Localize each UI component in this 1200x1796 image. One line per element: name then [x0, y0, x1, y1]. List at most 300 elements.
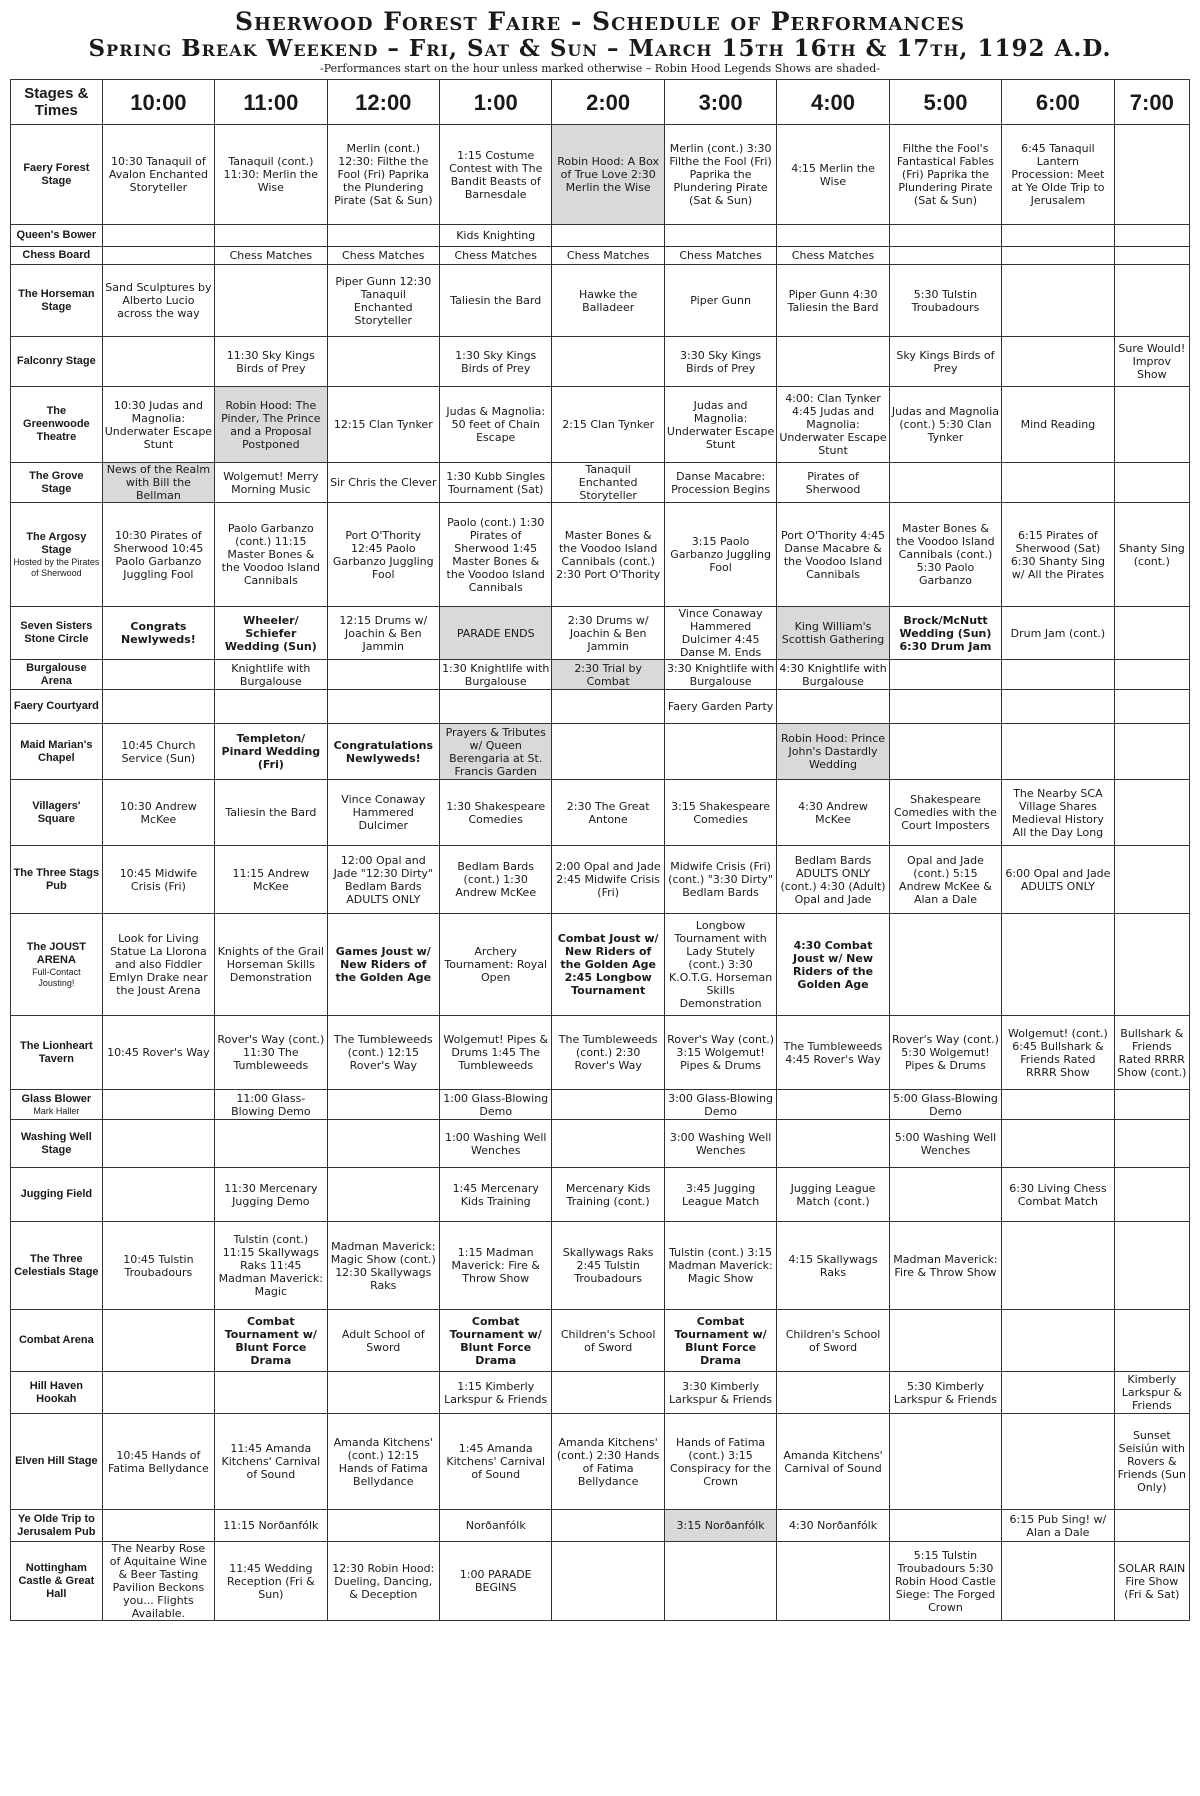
performance-cell — [777, 225, 889, 247]
stage-label: Jugging Field — [20, 1188, 93, 1200]
performance-cell: 5:30 Tulstin Troubadours — [889, 265, 1001, 337]
performance-cell: Merlin (cont.) 3:30 Filthe the Fool (Fri) Paprika the Plundering Pirate (Sat & Sun) — [664, 125, 776, 225]
performance-cell — [777, 1542, 889, 1621]
performance-cell: Children's School of Sword — [777, 1310, 889, 1372]
performance-cell — [327, 690, 439, 724]
schedule-row — [11, 125, 1190, 225]
performance-cell: 1:45 Mercenary Kids Training — [440, 1168, 552, 1222]
performance-cell — [1114, 265, 1189, 337]
performance-cell — [1114, 387, 1189, 463]
performance-cell — [102, 1510, 214, 1542]
performance-cell — [777, 1372, 889, 1414]
performance-cell — [1114, 724, 1189, 780]
schedule-note: -Performances start on the hour unless marked otherwise – Robin Hood Legends Shows are shaded- — [320, 62, 880, 75]
schedule-row — [11, 1168, 1190, 1222]
performance-cell: The Nearby Rose of Aquitaine Wine & Beer Tasting Pavilion Beckons you... Flights Available. — [102, 1542, 214, 1621]
performance-cell: Opal and Jade (cont.) 5:15 Andrew McKee & Alan a Dale — [889, 846, 1001, 914]
performance-cell: Chess Matches — [664, 247, 776, 265]
performance-cell: 5:30 Kimberly Larkspur & Friends — [889, 1372, 1001, 1414]
performance-cell: 3:15 Paolo Garbanzo Juggling Fool — [664, 503, 776, 607]
performance-cell: Games Joust w/ New Riders of the Golden Age — [327, 914, 439, 1016]
performance-cell: Midwife Crisis (Fri) (cont.) "3:30 Dirty" Bedlam Bards — [664, 846, 776, 914]
stage-label: The JOUST ARENA — [26, 940, 86, 966]
stage-name — [11, 914, 103, 1016]
performance-cell: Knights of the Grail Horseman Skills Demonstration — [215, 914, 327, 1016]
performance-cell — [777, 690, 889, 724]
schedule-row — [11, 1372, 1190, 1414]
stage-name — [11, 1414, 103, 1510]
stage-name — [11, 337, 103, 387]
stage-label: The Argosy Stage — [26, 530, 87, 556]
performance-cell — [215, 225, 327, 247]
performance-cell — [1114, 247, 1189, 265]
performance-cell — [102, 1372, 214, 1414]
stage-name — [11, 690, 103, 724]
performance-cell: 10:45 Tulstin Troubadours — [102, 1222, 214, 1310]
stage-name — [11, 503, 103, 607]
performance-cell: Bullshark & Friends Rated RRRR Show (cont.) — [1114, 1016, 1189, 1090]
performance-cell — [664, 1542, 776, 1621]
performance-cell — [327, 1168, 439, 1222]
performance-cell: Drum Jam (cont.) — [1002, 607, 1114, 660]
stage-label: Glass Blower — [21, 1092, 92, 1105]
performance-cell: Madman Maverick: Magic Show (cont.) 12:30 Skallywags Raks — [327, 1222, 439, 1310]
performance-cell — [552, 1542, 664, 1621]
performance-cell: Amanda Kitchens' (cont.) 2:30 Hands of Fatima Bellydance — [552, 1414, 664, 1510]
performance-cell: 12:00 Opal and Jade "12:30 Dirty" Bedlam Bards ADULTS ONLY — [327, 846, 439, 914]
performance-cell — [552, 724, 664, 780]
performance-cell: 4:30 Norðanfólk — [777, 1510, 889, 1542]
performance-cell: 3:30 Kimberly Larkspur & Friends — [664, 1372, 776, 1414]
stage-name — [11, 247, 103, 265]
time-header: 1:00 — [440, 80, 552, 125]
performance-cell: Kimberly Larkspur & Friends — [1114, 1372, 1189, 1414]
performance-cell: Archery Tournament: Royal Open — [440, 914, 552, 1016]
performance-cell: 12:30 Robin Hood: Dueling, Dancing, & Deception — [327, 1542, 439, 1621]
performance-cell — [889, 463, 1001, 503]
time-header: 7:00 — [1114, 80, 1189, 125]
performance-cell: Madman Maverick: Fire & Throw Show — [889, 1222, 1001, 1310]
performance-cell: 1:30 Kubb Singles Tournament (Sat) — [440, 463, 552, 503]
performance-cell: Children's School of Sword — [552, 1310, 664, 1372]
performance-cell: Sand Sculptures by Alberto Lucio across the way — [102, 265, 214, 337]
performance-cell: Wolgemut! Pipes & Drums 1:45 The Tumbleweeds — [440, 1016, 552, 1090]
performance-cell: 5:15 Tulstin Troubadours 5:30 Robin Hood Castle Siege: The Forged Crown — [889, 1542, 1001, 1621]
performance-cell: 12:15 Clan Tynker — [327, 387, 439, 463]
performance-cell: 10:45 Rover's Way — [102, 1016, 214, 1090]
performance-cell: 4:15 Merlin the Wise — [777, 125, 889, 225]
performance-cell: Chess Matches — [440, 247, 552, 265]
performance-cell — [327, 225, 439, 247]
performance-cell — [552, 690, 664, 724]
performance-cell: Prayers & Tributes w/ Queen Berengaria at St. Francis Garden — [440, 724, 552, 780]
performance-cell: Vince Conaway Hammered Dulcimer — [327, 780, 439, 846]
performance-cell — [1002, 247, 1114, 265]
performance-cell — [1114, 225, 1189, 247]
stage-note: Hosted by the Pirates of Sherwood — [13, 556, 100, 578]
performance-cell: Adult School of Sword — [327, 1310, 439, 1372]
stage-name — [11, 265, 103, 337]
corner-label: Stages & Times — [11, 80, 103, 125]
stage-name — [11, 607, 103, 660]
performance-cell: Sure Would! Improv Show — [1114, 337, 1189, 387]
performance-cell: 10:30 Judas and Magnolia: Underwater Escape Stunt — [102, 387, 214, 463]
performance-cell: Jugging League Match (cont.) — [777, 1168, 889, 1222]
stage-label: Villagers' Square — [32, 799, 81, 825]
performance-cell: 6:15 Pirates of Sherwood (Sat) 6:30 Shanty Sing w/ All the Pirates — [1002, 503, 1114, 607]
performance-cell: Robin Hood: The Pinder, The Prince and a Proposal Postponed — [215, 387, 327, 463]
performance-cell — [777, 337, 889, 387]
performance-cell: The Tumbleweeds (cont.) 12:15 Rover's Way — [327, 1016, 439, 1090]
performance-cell — [889, 660, 1001, 690]
performance-cell — [1002, 225, 1114, 247]
performance-cell: Chess Matches — [327, 247, 439, 265]
performance-cell: Pirates of Sherwood — [777, 463, 889, 503]
performance-cell: 10:30 Pirates of Sherwood 10:45 Paolo Garbanzo Juggling Fool — [102, 503, 214, 607]
performance-cell — [1114, 846, 1189, 914]
performance-cell: 1:45 Amanda Kitchens' Carnival of Sound — [440, 1414, 552, 1510]
performance-cell: 5:00 Washing Well Wenches — [889, 1120, 1001, 1168]
stage-label: Chess Board — [22, 249, 91, 261]
performance-cell: 1:15 Madman Maverick: Fire & Throw Show — [440, 1222, 552, 1310]
performance-cell: 3:15 Shakespeare Comedies — [664, 780, 776, 846]
schedule-row — [11, 225, 1190, 247]
performance-cell: Tulstin (cont.) 3:15 Madman Maverick: Magic Show — [664, 1222, 776, 1310]
performance-cell: 11:30 Mercenary Jugging Demo — [215, 1168, 327, 1222]
page-subtitle: Spring Break Weekend – Fri, Sat & Sun – March 15th 16th & 17th, 1192 A.D. — [88, 35, 1112, 62]
performance-cell — [327, 660, 439, 690]
performance-cell: 3:30 Knightlife with Burgalouse — [664, 660, 776, 690]
schedule-row — [11, 463, 1190, 503]
performance-cell: Brock/McNutt Wedding (Sun) 6:30 Drum Jam — [889, 607, 1001, 660]
performance-cell: Merlin (cont.) 12:30: Filthe the Fool (Fri) Paprika the Plundering Pirate (Sat & Sun) — [327, 125, 439, 225]
schedule-row — [11, 607, 1190, 660]
performance-cell: Sunset Seisiún with Rovers & Friends (Sun Only) — [1114, 1414, 1189, 1510]
performance-cell — [1114, 607, 1189, 660]
stage-label: Faery Courtyard — [13, 700, 99, 712]
performance-cell — [215, 690, 327, 724]
schedule-body — [11, 125, 1190, 1621]
performance-cell — [889, 1168, 1001, 1222]
performance-cell: 11:45 Wedding Reception (Fri & Sun) — [215, 1542, 327, 1621]
stage-label: Burgalouse Arena — [26, 661, 87, 687]
performance-cell — [215, 265, 327, 337]
performance-cell: Sky Kings Birds of Prey — [889, 337, 1001, 387]
stage-name — [11, 125, 103, 225]
performance-cell — [215, 1120, 327, 1168]
performance-cell: Port O'Thority 4:45 Danse Macabre & the Voodoo Island Cannibals — [777, 503, 889, 607]
performance-cell: Chess Matches — [552, 247, 664, 265]
performance-cell: 6:45 Tanaquil Lantern Procession: Meet at Ye Olde Trip to Jerusalem — [1002, 125, 1114, 225]
performance-cell: News of the Realm with Bill the Bellman — [102, 463, 214, 503]
performance-cell: 6:15 Pub Sing! w/ Alan a Dale — [1002, 1510, 1114, 1542]
performance-cell: 10:45 Hands of Fatima Bellydance — [102, 1414, 214, 1510]
performance-cell: Combat Tournament w/ Blunt Force Drama — [664, 1310, 776, 1372]
time-header: 6:00 — [1002, 80, 1114, 125]
performance-cell — [552, 1372, 664, 1414]
performance-cell: 1:30 Knightlife with Burgalouse — [440, 660, 552, 690]
stage-label: The Greenwoode Theatre — [23, 405, 90, 443]
performance-cell: 10:45 Church Service (Sun) — [102, 724, 214, 780]
performance-cell: Chess Matches — [215, 247, 327, 265]
performance-cell: Master Bones & the Voodoo Island Cannibals (cont.) 2:30 Port O'Thority — [552, 503, 664, 607]
stage-name — [11, 846, 103, 914]
performance-cell — [1002, 1222, 1114, 1310]
performance-cell — [102, 337, 214, 387]
stage-label: Ye Olde Trip to Jerusalem Pub — [17, 1512, 96, 1538]
stage-label: The Three Celestials Stage — [14, 1252, 99, 1278]
performance-cell: 11:15 Andrew McKee — [215, 846, 327, 914]
performance-cell: 10:30 Andrew McKee — [102, 780, 214, 846]
performance-cell: Tanaquil (cont.) 11:30: Merlin the Wise — [215, 125, 327, 225]
performance-cell: Wheeler/ Schiefer Wedding (Sun) — [215, 607, 327, 660]
performance-cell: 1:00 Glass-Blowing Demo — [440, 1090, 552, 1120]
time-header: 10:00 — [102, 80, 214, 125]
performance-cell — [1002, 724, 1114, 780]
performance-cell — [327, 1090, 439, 1120]
performance-cell — [1002, 1310, 1114, 1372]
performance-cell: 1:00 Washing Well Wenches — [440, 1120, 552, 1168]
performance-cell: 3:00 Washing Well Wenches — [664, 1120, 776, 1168]
schedule-row — [11, 1510, 1190, 1542]
performance-cell — [1002, 265, 1114, 337]
performance-cell — [327, 1120, 439, 1168]
performance-cell: Sir Chris the Clever — [327, 463, 439, 503]
performance-cell — [777, 1120, 889, 1168]
schedule-row — [11, 247, 1190, 265]
performance-cell: Hands of Fatima (cont.) 3:15 Conspiracy for the Crown — [664, 1414, 776, 1510]
performance-cell — [1002, 1542, 1114, 1621]
performance-cell: 4:30 Andrew McKee — [777, 780, 889, 846]
performance-cell: The Nearby SCA Village Shares Medieval History All the Day Long — [1002, 780, 1114, 846]
schedule-row — [11, 265, 1190, 337]
performance-cell: 11:00 Glass-Blowing Demo — [215, 1090, 327, 1120]
performance-cell: Rover's Way (cont.) 3:15 Wolgemut! Pipes & Drums — [664, 1016, 776, 1090]
performance-cell: King William's Scottish Gathering — [777, 607, 889, 660]
stage-note: Mark Haller — [33, 1105, 80, 1116]
performance-cell: Bedlam Bards (cont.) 1:30 Andrew McKee — [440, 846, 552, 914]
performance-cell: Wolgemut! (cont.) 6:45 Bullshark & Friends Rated RRRR Show — [1002, 1016, 1114, 1090]
performance-cell — [102, 225, 214, 247]
performance-cell — [889, 724, 1001, 780]
performance-cell: 11:45 Amanda Kitchens' Carnival of Sound — [215, 1414, 327, 1510]
performance-cell — [1002, 463, 1114, 503]
stage-label: Seven Sisters Stone Circle — [20, 620, 93, 645]
stage-name — [11, 1168, 103, 1222]
performance-cell: 4:30 Combat Joust w/ New Riders of the Golden Age — [777, 914, 889, 1016]
performance-cell — [889, 690, 1001, 724]
performance-cell — [102, 690, 214, 724]
performance-cell: Mind Reading — [1002, 387, 1114, 463]
performance-cell: 1:30 Shakespeare Comedies — [440, 780, 552, 846]
schedule-row — [11, 1120, 1190, 1168]
performance-cell — [1002, 1372, 1114, 1414]
stage-name — [11, 463, 103, 503]
performance-cell — [1002, 690, 1114, 724]
performance-cell: Combat Tournament w/ Blunt Force Drama — [215, 1310, 327, 1372]
stage-name — [11, 1310, 103, 1372]
stage-name — [11, 1120, 103, 1168]
stage-label: Nottingham Castle & Great Hall — [18, 1561, 95, 1600]
performance-cell — [1114, 914, 1189, 1016]
performance-cell — [1114, 1222, 1189, 1310]
performance-cell: 10:30 Tanaquil of Avalon Enchanted Storyteller — [102, 125, 214, 225]
performance-cell: Rover's Way (cont.) 5:30 Wolgemut! Pipes & Drums — [889, 1016, 1001, 1090]
stage-label: The Grove Stage — [29, 469, 84, 495]
performance-cell: Wolgemut! Merry Morning Music — [215, 463, 327, 503]
performance-cell: Rover's Way (cont.) 11:30 The Tumbleweeds — [215, 1016, 327, 1090]
performance-cell: 2:15 Clan Tynker — [552, 387, 664, 463]
stage-label: Elven Hill Stage — [15, 1455, 98, 1467]
performance-cell: Shanty Sing (cont.) — [1114, 503, 1189, 607]
performance-cell — [889, 914, 1001, 1016]
performance-cell — [1114, 463, 1189, 503]
performance-cell — [552, 1090, 664, 1120]
performance-cell: Norðanfólk — [440, 1510, 552, 1542]
stage-name — [11, 780, 103, 846]
performance-cell: Congrats Newlyweds! — [102, 607, 214, 660]
performance-cell: Judas & Magnolia: 50 feet of Chain Escape — [440, 387, 552, 463]
performance-cell: Vince Conaway Hammered Dulcimer 4:45 Danse M. Ends — [664, 607, 776, 660]
stage-label: The Three Stags Pub — [13, 866, 100, 892]
performance-cell: 3:45 Jugging League Match — [664, 1168, 776, 1222]
stage-name — [11, 1090, 103, 1120]
performance-cell: 4:15 Skallywags Raks — [777, 1222, 889, 1310]
schedule-table — [10, 79, 1190, 1621]
stage-name — [11, 225, 103, 247]
schedule-row — [11, 1016, 1190, 1090]
stage-label: The Horseman Stage — [18, 287, 95, 313]
performance-cell: 3:00 Glass-Blowing Demo — [664, 1090, 776, 1120]
performance-cell — [1114, 1510, 1189, 1542]
performance-cell — [102, 1090, 214, 1120]
performance-cell — [889, 1414, 1001, 1510]
performance-cell: 11:15 Norðanfólk — [215, 1510, 327, 1542]
schedule-row — [11, 337, 1190, 387]
performance-cell: 4:00: Clan Tynker 4:45 Judas and Magnolia: Underwater Escape Stunt — [777, 387, 889, 463]
performance-cell — [102, 1168, 214, 1222]
schedule-row — [11, 690, 1190, 724]
performance-cell — [1114, 1090, 1189, 1120]
performance-cell: Amanda Kitchens' Carnival of Sound — [777, 1414, 889, 1510]
schedule-row — [11, 1310, 1190, 1372]
performance-cell — [1002, 1414, 1114, 1510]
performance-cell: 1:15 Costume Contest with The Bandit Beasts of Barnesdale — [440, 125, 552, 225]
schedule-row — [11, 914, 1190, 1016]
performance-cell — [1114, 125, 1189, 225]
performance-cell — [215, 1372, 327, 1414]
performance-cell: Robin Hood: A Box of True Love 2:30 Merlin the Wise — [552, 125, 664, 225]
performance-cell: Paolo Garbanzo (cont.) 11:15 Master Bones & the Voodoo Island Cannibals — [215, 503, 327, 607]
performance-cell: Master Bones & the Voodoo Island Cannibals (cont.) 5:30 Paolo Garbanzo — [889, 503, 1001, 607]
performance-cell: 1:15 Kimberly Larkspur & Friends — [440, 1372, 552, 1414]
performance-cell — [552, 1510, 664, 1542]
schedule-row — [11, 1222, 1190, 1310]
stage-label: Falconry Stage — [16, 355, 96, 367]
performance-cell: Knightlife with Burgalouse — [215, 660, 327, 690]
performance-cell: 2:30 Trial by Combat — [552, 660, 664, 690]
stage-name — [11, 1510, 103, 1542]
stage-label: Combat Arena — [18, 1334, 94, 1346]
performance-cell: Amanda Kitchens' (cont.) 12:15 Hands of Fatima Bellydance — [327, 1414, 439, 1510]
performance-cell: Piper Gunn — [664, 265, 776, 337]
performance-cell — [552, 337, 664, 387]
performance-cell: Shakespeare Comedies with the Court Imposters — [889, 780, 1001, 846]
schedule-row — [11, 1414, 1190, 1510]
schedule-row — [11, 660, 1190, 690]
time-header: 3:00 — [664, 80, 776, 125]
stage-label: Maid Marian's Chapel — [20, 738, 93, 764]
stage-label: Washing Well Stage — [20, 1130, 92, 1156]
performance-cell: Filthe the Fool's Fantastical Fables (Fri) Paprika the Plundering Pirate (Sat & Sun) — [889, 125, 1001, 225]
schedule-row — [11, 387, 1190, 463]
performance-cell: 1:00 PARADE BEGINS — [440, 1542, 552, 1621]
performance-cell: Judas and Magnolia: Underwater Escape Stunt — [664, 387, 776, 463]
performance-cell — [889, 1510, 1001, 1542]
performance-cell: Taliesin the Bard — [440, 265, 552, 337]
performance-cell — [1002, 337, 1114, 387]
performance-cell: 6:30 Living Chess Combat Match — [1002, 1168, 1114, 1222]
stage-name — [11, 1372, 103, 1414]
performance-cell: 11:30 Sky Kings Birds of Prey — [215, 337, 327, 387]
performance-cell: 2:00 Opal and Jade 2:45 Midwife Crisis (Fri) — [552, 846, 664, 914]
performance-cell: Bedlam Bards ADULTS ONLY (cont.) 4:30 (Adult) Opal and Jade — [777, 846, 889, 914]
stage-label: Hill Haven Hookah — [29, 1379, 83, 1405]
performance-cell: Tulstin (cont.) 11:15 Skallywags Raks 11:45 Madman Maverick: Magic — [215, 1222, 327, 1310]
performance-cell: Combat Tournament w/ Blunt Force Drama — [440, 1310, 552, 1372]
time-header: 12:00 — [327, 80, 439, 125]
stage-label: Faery Forest Stage — [23, 161, 90, 187]
stage-name — [11, 387, 103, 463]
stage-label: The Lionheart Tavern — [19, 1039, 93, 1065]
time-header-row — [11, 80, 1190, 125]
performance-cell: 3:30 Sky Kings Birds of Prey — [664, 337, 776, 387]
performance-cell: Combat Joust w/ New Riders of the Golden Age 2:45 Longbow Tournament — [552, 914, 664, 1016]
stage-label: Queen's Bower — [16, 229, 97, 241]
performance-cell — [1002, 1120, 1114, 1168]
time-header: 11:00 — [215, 80, 327, 125]
performance-cell — [552, 225, 664, 247]
performance-cell: The Tumbleweeds 4:45 Rover's Way — [777, 1016, 889, 1090]
performance-cell — [102, 1310, 214, 1372]
performance-cell: Taliesin the Bard — [215, 780, 327, 846]
schedule-row — [11, 780, 1190, 846]
performance-cell: 12:15 Drums w/ Joachin & Ben Jammin — [327, 607, 439, 660]
performance-cell: 3:15 Norðanfólk — [664, 1510, 776, 1542]
performance-cell — [664, 225, 776, 247]
time-header: 2:00 — [552, 80, 664, 125]
performance-cell: 5:00 Glass-Blowing Demo — [889, 1090, 1001, 1120]
stage-name — [11, 1016, 103, 1090]
time-header: 4:00 — [777, 80, 889, 125]
performance-cell: Piper Gunn 12:30 Tanaquil Enchanted Storyteller — [327, 265, 439, 337]
performance-cell: 2:30 The Great Antone — [552, 780, 664, 846]
stage-name — [11, 1222, 103, 1310]
performance-cell: Skallywags Raks 2:45 Tulstin Troubadours — [552, 1222, 664, 1310]
performance-cell: Tanaquil Enchanted Storyteller — [552, 463, 664, 503]
performance-cell — [1002, 660, 1114, 690]
performance-cell: 10:45 Midwife Crisis (Fri) — [102, 846, 214, 914]
performance-cell: 2:30 Drums w/ Joachin & Ben Jammin — [552, 607, 664, 660]
performance-cell — [889, 247, 1001, 265]
performance-cell — [102, 660, 214, 690]
performance-cell: 1:30 Sky Kings Birds of Prey — [440, 337, 552, 387]
stage-name — [11, 660, 103, 690]
performance-cell: Faery Garden Party — [664, 690, 776, 724]
performance-cell: Mercenary Kids Training (cont.) — [552, 1168, 664, 1222]
performance-cell — [327, 1372, 439, 1414]
schedule-row — [11, 724, 1190, 780]
